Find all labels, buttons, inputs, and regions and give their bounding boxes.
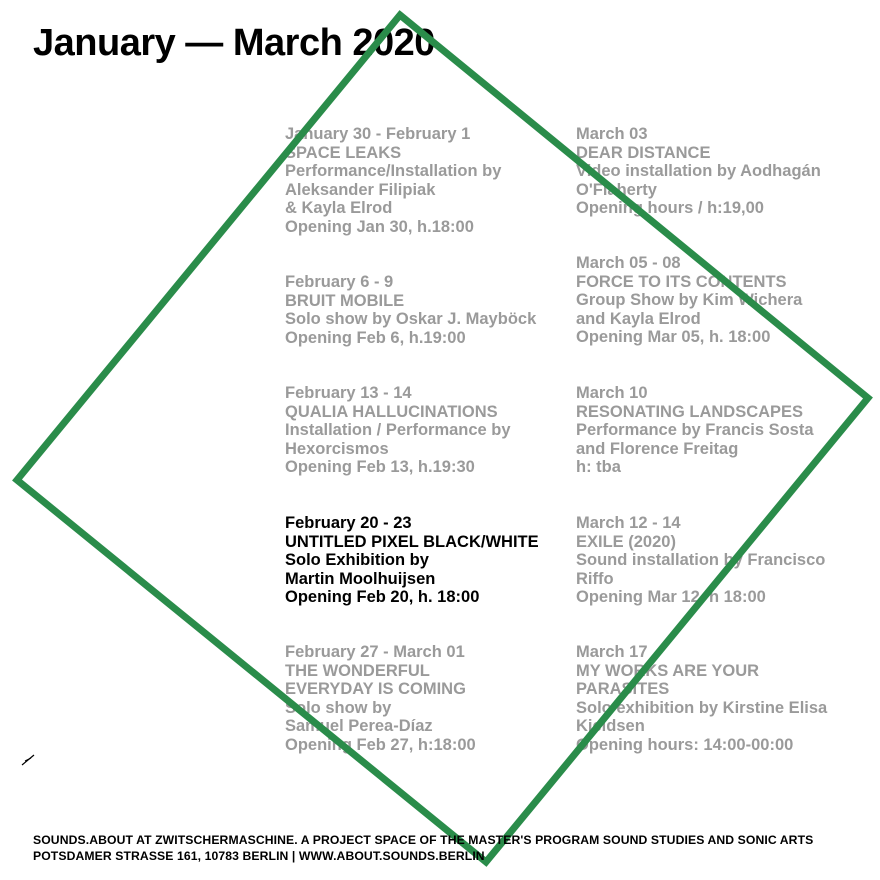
event-description: Group Show by Kim Wichera <box>576 291 803 310</box>
event-description: Sound installation by Francisco <box>576 551 826 570</box>
event-title: FORCE TO ITS CONTENTS <box>576 272 787 291</box>
event-artist: Martin Moolhuijsen <box>285 569 436 588</box>
event-artist: and Kayla Elrod <box>576 309 701 328</box>
event-dear-distance <box>576 125 821 218</box>
event-date: February 27 - March 01 <box>285 643 465 661</box>
event-wonderful-everyday <box>285 643 476 755</box>
event-space-leaks <box>285 125 501 237</box>
footer-project-info: SOUNDS.ABOUT AT ZWITSCHERMASCHINE. A PROJECT SPACE OF THE MASTER'S PROGRAM SOUND STUDIES AND SONIC ARTS <box>33 833 814 847</box>
footer-address: POTSDAMER STRASSE 161, 10783 BERLIN | WWW.ABOUT.SOUNDS.BERLIN <box>33 849 485 863</box>
event-title: UNTITLED PIXEL BLACK/WHITE <box>285 532 539 551</box>
event-bruit-mobile <box>285 273 536 347</box>
event-opening: Opening hours / h:19,00 <box>576 199 764 218</box>
event-opening: Opening hours: 14:00-00:00 <box>576 735 794 754</box>
event-title: PARASITES <box>576 680 670 699</box>
event-untitled-pixel <box>285 514 539 607</box>
event-opening: Opening Feb 6, h.19:00 <box>285 328 466 347</box>
event-artist: & Kayla Elrod <box>285 199 393 218</box>
event-date: March 05 - 08 <box>576 254 681 272</box>
event-date: February 20 - 23 <box>285 514 412 532</box>
stray-mark <box>25 758 31 761</box>
event-description: Performance by Francis Sosta <box>576 421 814 440</box>
event-date: March 12 - 14 <box>576 514 681 532</box>
event-description: Video installation by Aodhagán <box>576 162 821 181</box>
event-opening: Opening Mar 05, h. 18:00 <box>576 328 771 347</box>
event-my-works-are-your-parasites <box>576 643 827 755</box>
event-title: RESONATING LANDSCAPES <box>576 402 804 421</box>
event-artist: Kjeldsen <box>576 717 645 736</box>
page-title: January — March 2020 <box>33 22 435 64</box>
event-opening: Opening Jan 30, h.18:00 <box>285 217 474 236</box>
event-date: March 17 <box>576 643 648 661</box>
event-date: January 30 - February 1 <box>285 125 471 143</box>
event-description: Solo Exhibition by <box>285 551 429 570</box>
event-title: SPACE LEAKS <box>285 143 402 162</box>
event-qualia-hallucinations <box>285 384 511 477</box>
event-description: Solo show by <box>285 698 392 717</box>
event-title: EXILE (2020) <box>576 532 676 551</box>
footer <box>33 832 813 864</box>
event-opening: Opening Feb 20, h. 18:00 <box>285 588 480 607</box>
stray-mark <box>22 755 34 765</box>
event-title: DEAR DISTANCE <box>576 143 711 162</box>
event-date: March 03 <box>576 125 648 143</box>
event-title: MY WORKS ARE YOUR <box>576 661 760 680</box>
event-description: Solo exhibition by Kirstine Elisa <box>576 698 828 717</box>
event-date: February 13 - 14 <box>285 384 412 402</box>
event-title: THE WONDERFUL <box>285 661 430 680</box>
event-artist: Hexorcismos <box>285 439 389 458</box>
event-date: March 10 <box>576 384 648 402</box>
event-date: February 6 - 9 <box>285 273 394 291</box>
event-description: Solo show by Oskar J. Mayböck <box>285 310 537 329</box>
event-opening: Opening Feb 13, h.19:30 <box>285 458 475 477</box>
event-opening: Opening Mar 12, h 18:00 <box>576 588 766 607</box>
event-title: EVERYDAY IS COMING <box>285 680 466 699</box>
event-artist: O'Flaherty <box>576 180 657 199</box>
event-description: Performance/Installation by <box>285 162 502 181</box>
event-force-to-its-contents <box>576 254 802 347</box>
event-artist: Samuel Perea-Díaz <box>285 717 433 736</box>
event-artist: Riffo <box>576 569 614 588</box>
event-opening: h: tba <box>576 458 621 477</box>
event-title: QUALIA HALLUCINATIONS <box>285 402 498 421</box>
event-opening: Opening Feb 27, h:18:00 <box>285 735 476 754</box>
event-artist: and Florence Freitag <box>576 439 739 458</box>
event-title: BRUIT MOBILE <box>285 291 405 310</box>
event-exile <box>576 514 825 607</box>
event-artist: Aleksander Filipiak <box>285 180 436 199</box>
event-resonating-landscapes <box>576 384 814 477</box>
event-description: Installation / Performance by <box>285 421 511 440</box>
